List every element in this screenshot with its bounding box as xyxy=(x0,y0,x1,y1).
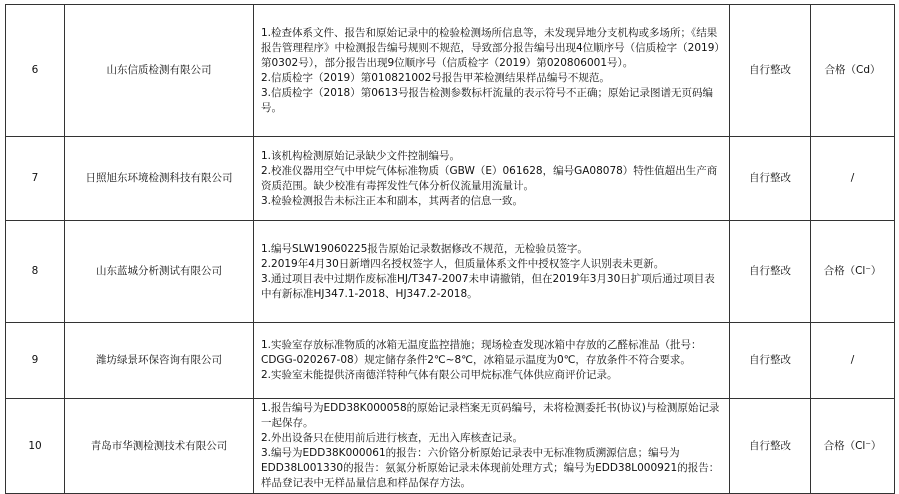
rectification-measure: 自行整改 xyxy=(730,221,811,323)
table-row xyxy=(6,221,895,323)
rectification-measure: 自行整改 xyxy=(730,137,811,221)
rectification-measure: 自行整改 xyxy=(730,399,811,494)
row-number: 9 xyxy=(6,323,65,399)
company-name: 山东信质检测有限公司 xyxy=(65,5,254,137)
company-name: 山东蓝城分析测试有限公司 xyxy=(65,221,254,323)
issue-item: 1.编号SLW19060225报告原始记录数据修改不规范，无检验员签字。 xyxy=(261,242,588,255)
table-row xyxy=(6,5,895,137)
inspection-result: / xyxy=(811,323,895,399)
issue-item: 2.校准仪器用空气中甲烷气体标准物质（GBW（E）061628，编号GA08078）特性值超出生产商资质范围。缺少校准有毒挥发性气体分析仪流量用流量计。 xyxy=(261,164,718,192)
inspection-result: 合格（Cl⁻） xyxy=(811,399,895,494)
row-number: 10 xyxy=(6,399,65,494)
issues-cell xyxy=(254,137,730,221)
issue-item: 2.2019年4月30日新增四名授权签字人，但质量体系文件中授权签字人识别表未更新。 xyxy=(261,257,665,270)
issue-item: 2.信质检字（2019）第010821002号报告甲苯检测结果样品编号不规范。 xyxy=(261,71,610,84)
issue-item: 1.检查体系文件、报告和原始记录中的检验检测场所信息等，未发现异地分支机构或多场所；《结果报告管理程序》中检测报告编号规则不规范，导致部分报告编号出现4位顺序号（信质检字（2019）第0302号），部分报告出现9位顺序号（信质检字（2019）第020806001号）。 xyxy=(261,26,720,69)
issue-item: 3.检验检测报告未标注正本和副本，其两者的信息一致。 xyxy=(261,194,524,207)
table-row xyxy=(6,399,895,494)
inspection-result: / xyxy=(811,137,895,221)
issue-item: 3.通过项目表中过期作废标准HJ/T347-2007未申请撤销，但在2019年3月30日扩项后通过项目表中有新标准HJ347.1-2018、HJ347.2-2018。 xyxy=(261,272,715,300)
issue-item: 1.该机构检测原始记录缺少文件控制编号。 xyxy=(261,149,461,162)
company-name: 日照旭东环境检测科技有限公司 xyxy=(65,137,254,221)
issue-item: 2.外出设备只在使用前后进行核查，无出入库核查记录。 xyxy=(261,432,524,444)
table-row xyxy=(6,323,895,399)
inspection-results-table xyxy=(5,4,895,494)
issue-item: 3.信质检字（2018）第0613号报告检测参数标杆流量的表示符号不正确；原始记录图谱无页码编号。 xyxy=(261,86,713,114)
issue-item: 3.编号为EDD38K000061的报告：六价铬分析原始记录表中无标准物质溯源信息；编号为EDD38L001330的报告：氨氮分析原始记录未体现前处理方式；编号为EDD38L000921的报告：样品登记表中无样品量信息和样品保存方法。 xyxy=(261,447,720,489)
company-name: 潍坊绿景环保咨询有限公司 xyxy=(65,323,254,399)
issue-item: 2.实验室未能提供济南德洋特种气体有限公司甲烷标准气体供应商评价记录。 xyxy=(261,369,618,381)
issues-cell xyxy=(254,399,730,494)
issue-item: 1.实验室存放标准物质的冰箱无温度监控措施；现场检查发现冰箱中存放的乙醛标准品（批号：CDGG-020267-08）规定储存条件2℃~8℃，冰箱显示温度为0℃，存放条件不符合要求。 xyxy=(261,339,702,366)
rectification-measure: 自行整改 xyxy=(730,5,811,137)
company-name: 青岛市华测检测技术有限公司 xyxy=(65,399,254,494)
issues-cell xyxy=(254,221,730,323)
rectification-measure: 自行整改 xyxy=(730,323,811,399)
issue-item: 1.报告编号为EDD38K000058的原始记录档案无页码编号，未将检测委托书(协议)与检测原始记录一起保存。 xyxy=(261,402,720,429)
row-number: 7 xyxy=(6,137,65,221)
table-row xyxy=(6,137,895,221)
issues-cell xyxy=(254,5,730,137)
row-number: 8 xyxy=(6,221,65,323)
issues-cell xyxy=(254,323,730,399)
inspection-result: 合格（Cd） xyxy=(811,5,895,137)
inspection-result: 合格（Cl⁻） xyxy=(811,221,895,323)
row-number: 6 xyxy=(6,5,65,137)
